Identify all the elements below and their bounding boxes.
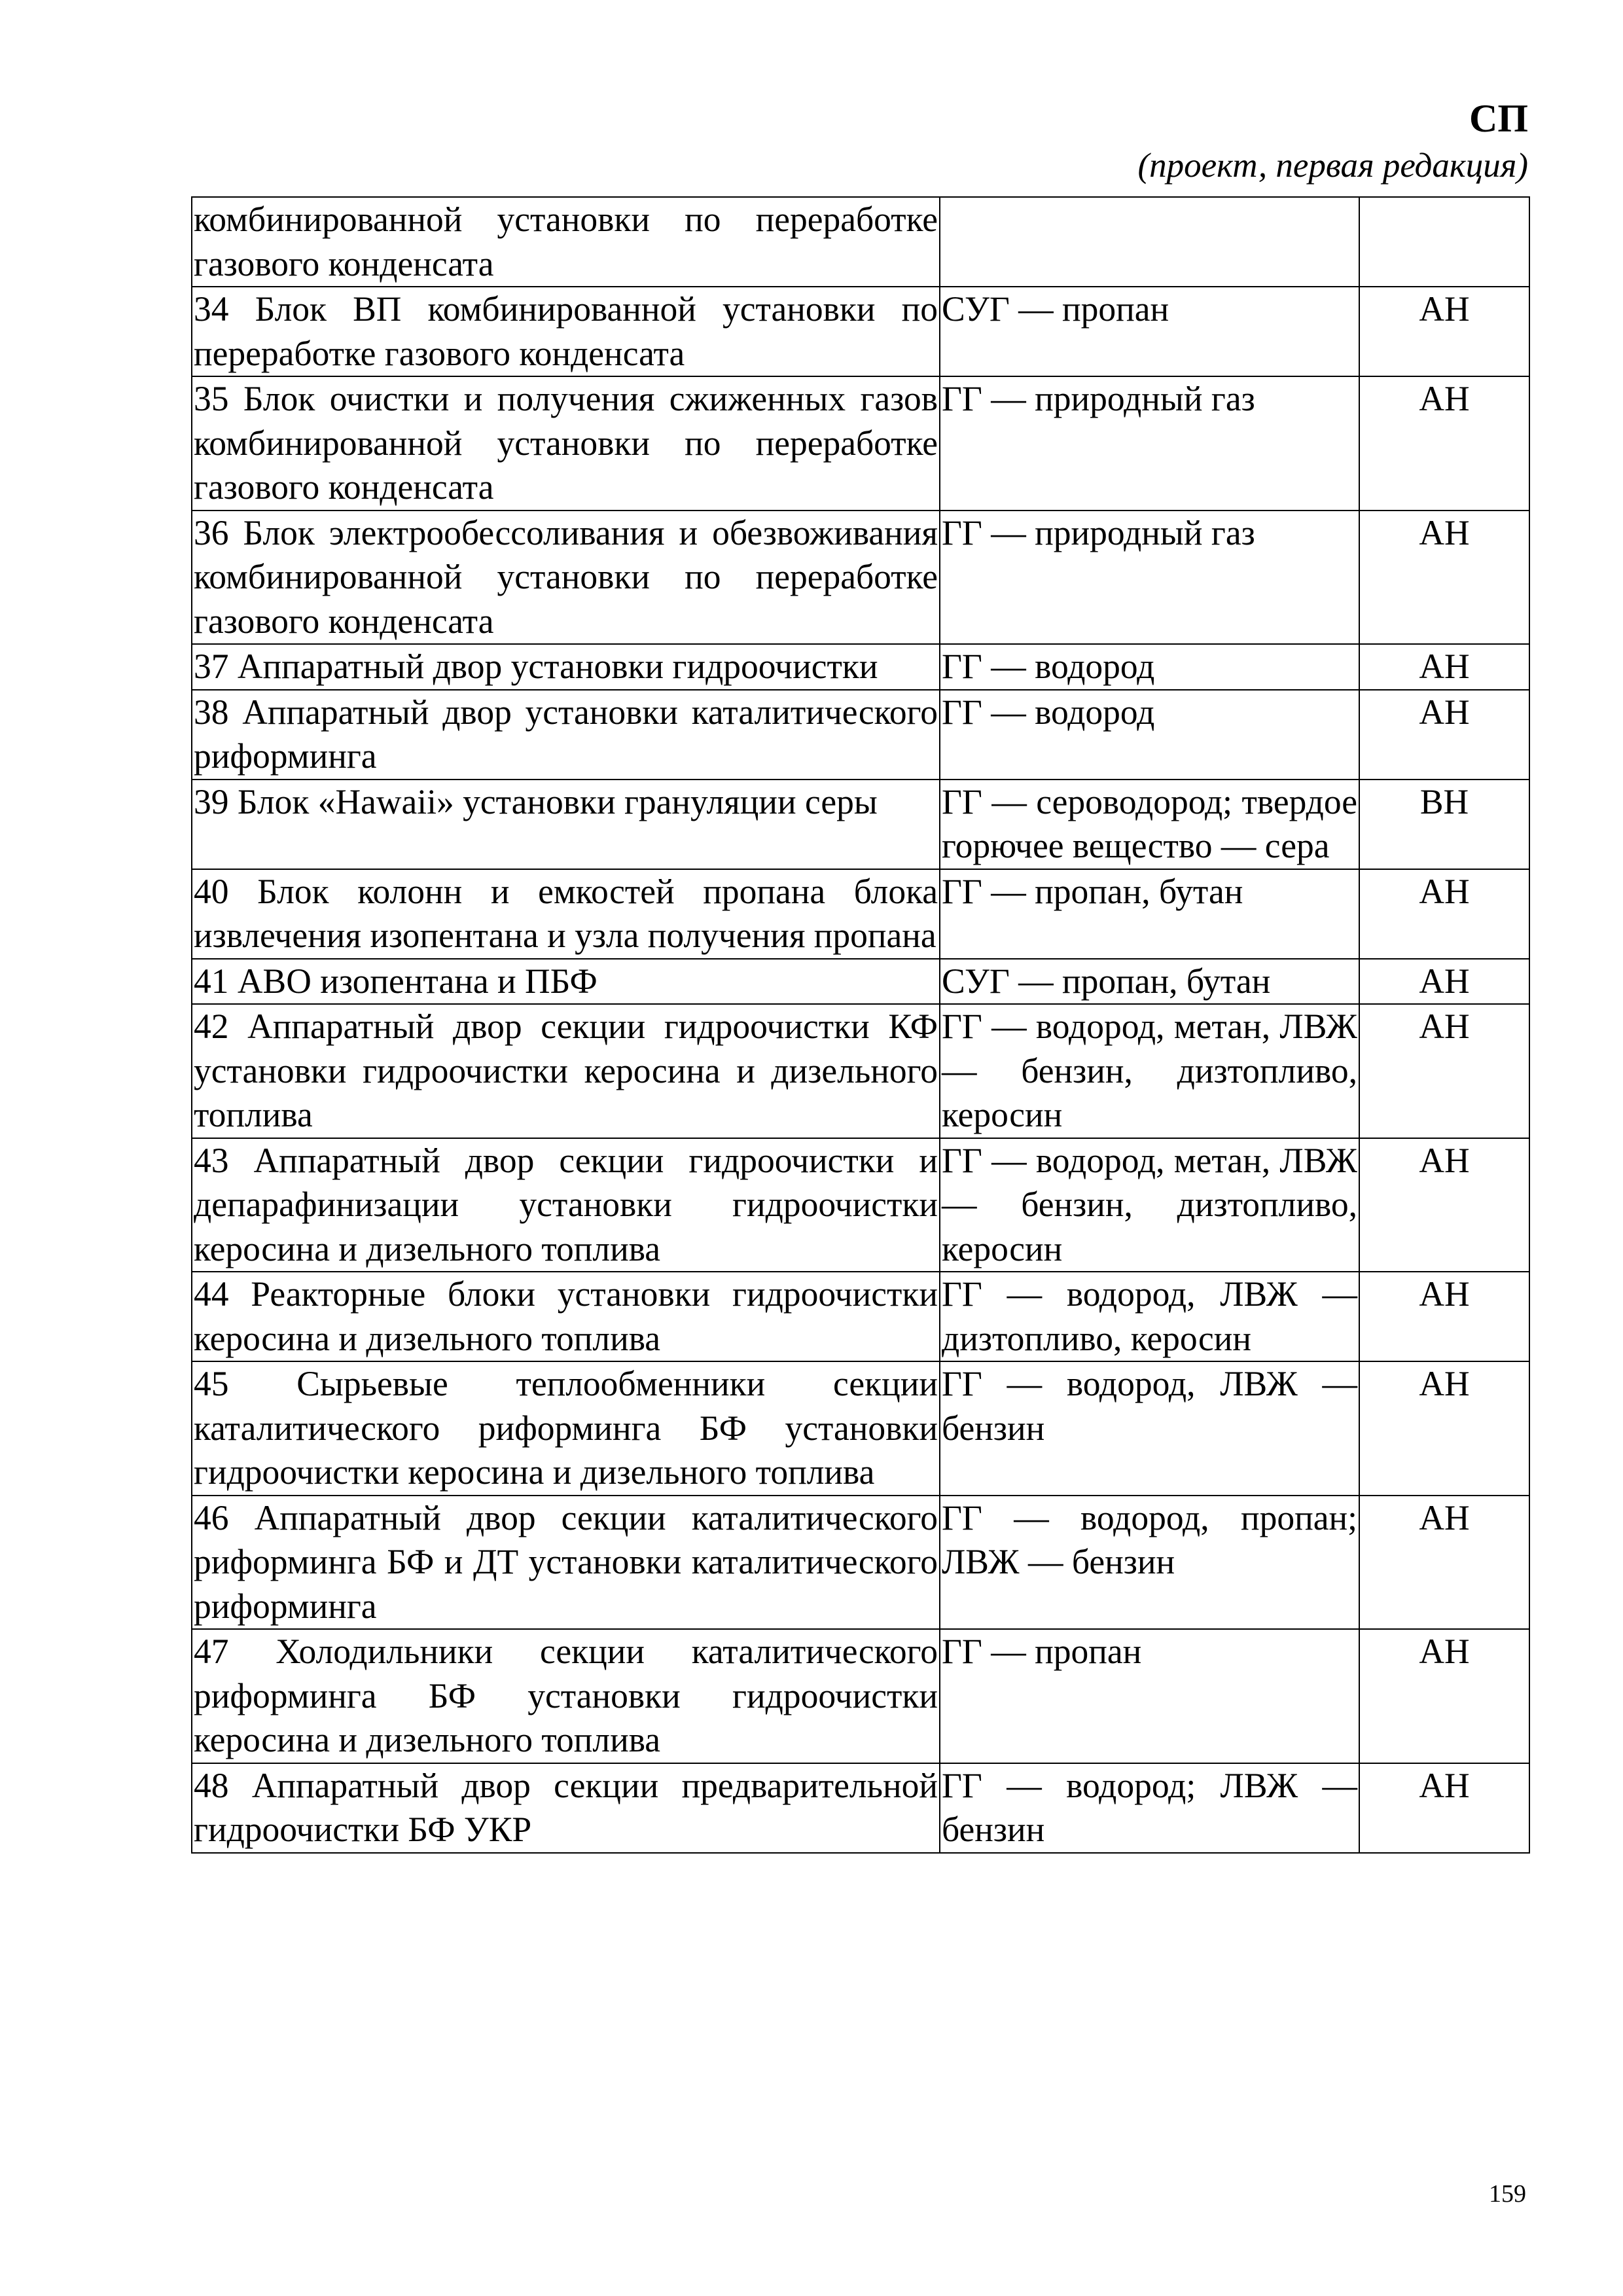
- object-name-cell: комбинированной установки по переработке газового конденсата: [192, 197, 940, 287]
- category-cell: АН: [1359, 1138, 1529, 1272]
- substance-cell: ГГ — водород: [940, 644, 1359, 690]
- substance-cell: ГГ — водород, ЛВЖ — дизтопливо, керосин: [940, 1272, 1359, 1361]
- category-cell: [1359, 197, 1529, 287]
- object-name-cell: 36 Блок электрообессоливания и обезвоживания комбинированной установки по переработке газового конденсата: [192, 511, 940, 645]
- category-cell: АН: [1359, 959, 1529, 1005]
- substance-cell: СУГ — пропан, бутан: [940, 959, 1359, 1005]
- object-name-cell: 34 Блок ВП комбинированной установки по переработке газового конденсата: [192, 287, 940, 376]
- table-row: [192, 959, 1529, 1005]
- substance-cell: ГГ — водород, метан, ЛВЖ — бензин, дизтопливо, керосин: [940, 1138, 1359, 1272]
- object-name-cell: 42 Аппаратный двор секции гидроочистки КФ установки гидроочистки керосина и дизельного топлива: [192, 1004, 940, 1138]
- category-cell: АН: [1359, 644, 1529, 690]
- category-cell: АН: [1359, 1763, 1529, 1853]
- substance-cell: ГГ — водород, ЛВЖ — бензин: [940, 1361, 1359, 1496]
- table-row: [192, 1629, 1529, 1763]
- object-name-cell: 46 Аппаратный двор секции каталитического риформинга БФ и ДТ установки каталитического риформинга: [192, 1496, 940, 1630]
- substance-cell: ГГ — водород, метан, ЛВЖ — бензин, дизтопливо, керосин: [940, 1004, 1359, 1138]
- category-cell: АН: [1359, 287, 1529, 376]
- table-row: [192, 1004, 1529, 1138]
- category-cell: АН: [1359, 1629, 1529, 1763]
- hazard-classification-table: [191, 196, 1530, 1854]
- substance-cell: ГГ — пропан, бутан: [940, 869, 1359, 959]
- table-row: [192, 644, 1529, 690]
- document-edition: (проект, первая редакция): [1137, 147, 1528, 185]
- table-row: [192, 1272, 1529, 1361]
- substance-cell: ГГ — водород: [940, 690, 1359, 780]
- category-cell: АН: [1359, 1496, 1529, 1630]
- substance-cell: ГГ — природный газ: [940, 511, 1359, 645]
- object-name-cell: 47 Холодильники секции каталитического риформинга БФ установки гидроочистки керосина и дизельного топлива: [192, 1629, 940, 1763]
- substance-cell: ГГ — пропан: [940, 1629, 1359, 1763]
- category-cell: ВН: [1359, 780, 1529, 869]
- table-row: [192, 1138, 1529, 1272]
- object-name-cell: 41 АВО изопентана и ПБФ: [192, 959, 940, 1005]
- category-cell: АН: [1359, 1361, 1529, 1496]
- object-name-cell: 40 Блок колонн и емкостей пропана блока извлечения изопентана и узла получения пропана: [192, 869, 940, 959]
- table-row: [192, 287, 1529, 376]
- table-row: [192, 869, 1529, 959]
- table-row: [192, 1361, 1529, 1496]
- object-name-cell: 39 Блок «Hawaii» установки грануляции серы: [192, 780, 940, 869]
- category-cell: АН: [1359, 869, 1529, 959]
- page-number: 159: [1489, 2180, 1526, 2208]
- substance-cell: ГГ — водород, пропан; ЛВЖ — бензин: [940, 1496, 1359, 1630]
- object-name-cell: 45 Сырьевые теплообменники секции каталитического риформинга БФ установки гидроочистки керосина и дизельного топлива: [192, 1361, 940, 1496]
- object-name-cell: 38 Аппаратный двор установки каталитического риформинга: [192, 690, 940, 780]
- object-name-cell: 43 Аппаратный двор секции гидроочистки и депарафинизации установки гидроочистки керосина и дизельного топлива: [192, 1138, 940, 1272]
- object-name-cell: 35 Блок очистки и получения сжиженных газов комбинированной установки по переработке газового конденсата: [192, 376, 940, 511]
- table-row: [192, 1496, 1529, 1630]
- page-header: [1137, 92, 1528, 186]
- table-row: [192, 197, 1529, 287]
- table-row: [192, 780, 1529, 869]
- category-cell: АН: [1359, 1272, 1529, 1361]
- object-name-cell: 48 Аппаратный двор секции предварительной гидроочистки БФ УКР: [192, 1763, 940, 1853]
- category-cell: АН: [1359, 376, 1529, 511]
- substance-cell: СУГ — пропан: [940, 287, 1359, 376]
- category-cell: АН: [1359, 690, 1529, 780]
- object-name-cell: 37 Аппаратный двор установки гидроочистки: [192, 644, 940, 690]
- substance-cell: ГГ — водород; ЛВЖ — бензин: [940, 1763, 1359, 1853]
- category-cell: АН: [1359, 1004, 1529, 1138]
- table-row: [192, 1763, 1529, 1853]
- substance-cell: ГГ — природный газ: [940, 376, 1359, 511]
- table-row: [192, 511, 1529, 645]
- document-code: СП: [1469, 97, 1528, 140]
- table-body: [192, 197, 1529, 1853]
- substance-cell: [940, 197, 1359, 287]
- table-row: [192, 376, 1529, 511]
- substance-cell: ГГ — сероводород; твердое горючее вещество — сера: [940, 780, 1359, 869]
- table-row: [192, 690, 1529, 780]
- category-cell: АН: [1359, 511, 1529, 645]
- object-name-cell: 44 Реакторные блоки установки гидроочистки керосина и дизельного топлива: [192, 1272, 940, 1361]
